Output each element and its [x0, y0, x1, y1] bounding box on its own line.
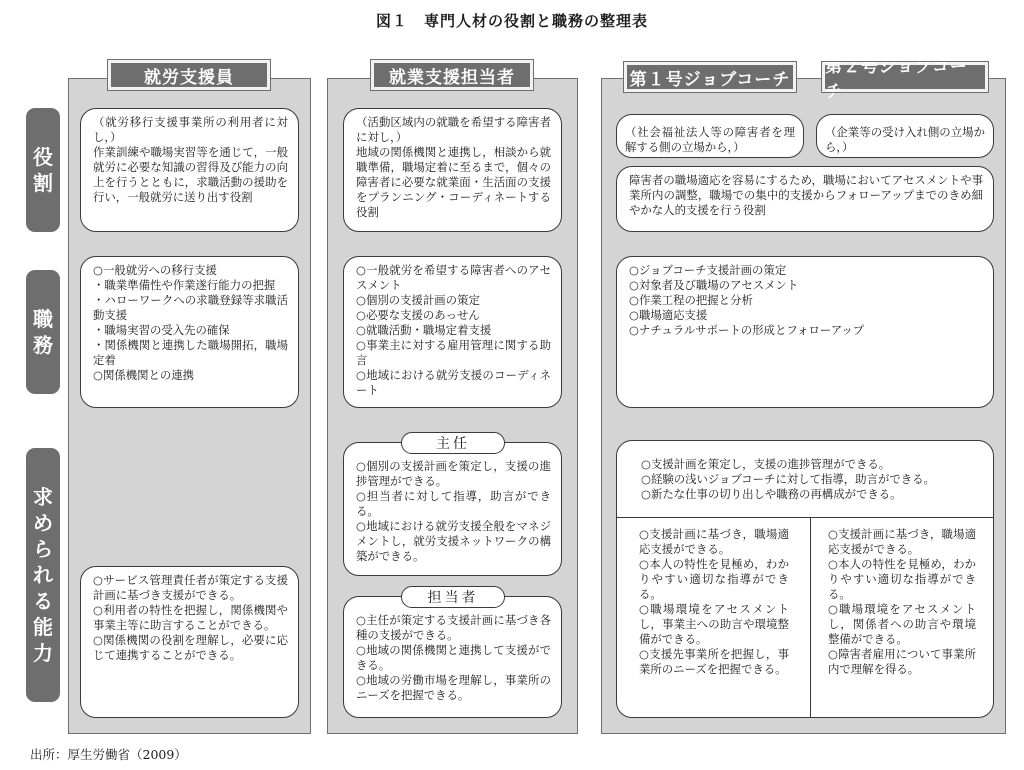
divider-horizontal: [617, 517, 994, 518]
header-job-coach-2: 第２号ジョブコー: [822, 62, 988, 92]
staff-label: 担当者: [401, 586, 505, 608]
divider-vertical: [810, 517, 811, 718]
abilities-job-coach: [616, 440, 994, 718]
duties-employment-coordinator: ○一般就労を希望する障害者へのアセスメント ○個別の支援計画の策定 ○必要な支援のあっせん ○就職活動・職場定着支援 ○事業主に対する雇用管理に関する助言 ○地域における就労支援のコーディネート: [343, 256, 562, 408]
abilities-job-coach-1: ○支援計画に基づき，職場適応支援ができる。 ○本人の特性を見極め，わかりやすい適切な指導ができる。 ○職場環境をアセスメントし，事業主への助言や環境整備ができる。 ○支援先事業所を把握し，事業所のニーズを把握できる。: [639, 527, 789, 676]
side-label-abilities: 求 め ら れ る 能 力: [26, 448, 60, 702]
header-employment-coordinator: 就業支援担当者: [371, 60, 533, 90]
figure-title: 図１ 専門人材の役割と職務の整理表: [375, 12, 648, 30]
abilities-job-coach-shared: ○支援計画を策定し，支援の進捗管理ができる。 ○経験の浅いジョブコーチに対して指導，助言ができる。 ○新たな仕事の切り出しや職務の再構成ができる。: [641, 457, 935, 501]
role-job-coach-2: （企業等の受け入れ側の立場から，）: [816, 114, 994, 158]
source-note: 出所：厚生労働省（2009）: [30, 747, 187, 762]
role-job-coach-shared: 障害者の職場適応を容易にするため，職場においてアセスメントや事業所内の調整，職場での集中的支援からフォローアップまでのきめ細やかな人的支援を行う役割: [616, 166, 994, 232]
abilities-staff: ○主任が策定する支援計画に基づき各種の支援ができる。 ○地域の関係機関と連携して支援ができる。 ○地域の労働市場を理解し，事業所のニーズを把握できる。: [343, 596, 562, 718]
duties-job-coach: ○ジョブコーチ支援計画の策定 ○対象者及び職場のアセスメント ○作業工程の把握と分析 ○職場適応支援 ○ナチュラルサポートの形成とフォローアップ: [616, 256, 994, 408]
header-job-coach-1: 第１号ジョブコーチ: [624, 62, 796, 92]
side-label-role: 役 割: [26, 108, 60, 232]
role-job-coach-1: （社会福祉法人等の障害者を理解する側の立場から，）: [616, 114, 804, 158]
abilities-job-coach-2: ○支援計画に基づき，職場適応支援ができる。 ○本人の特性を見極め，わかりやすい適切な指導ができる。 ○職場環境をアセスメントし，関係者への助言や環境整備ができる。 ○障害者雇用について事業所内で理解を得る。: [828, 527, 976, 676]
header-job-support-staff: 就労支援員: [108, 60, 270, 90]
role-job-support-staff: （就労移行支援事業所の利用者に対し，） 作業訓練や職場実習等を通じて，一般就労に必要な知識の習得及び能力の向上を行うとともに，求職活動の援助を行い，一般就労に送り出す役割: [80, 108, 299, 232]
abilities-chief: ○個別の支援計画を策定し，支援の進捗管理ができる。 ○担当者に対して指導，助言ができる。 ○地域における就労支援全般をマネジメントし，就労支援ネットワークの構築ができる。: [343, 442, 562, 576]
duties-job-support-staff: ○一般就労への移行支援 ・職業準備性や作業遂行能力の把握 ・ハローワークへの求職登録等求職活動支援 ・職場実習の受入先の確保 ・関係機関と連携した職場開拓，職場定着 ○関係機関との連携: [80, 256, 299, 408]
side-label-duties: 職 務: [26, 270, 60, 394]
chief-label: 主任: [401, 432, 505, 454]
abilities-job-support-staff: ○サービス管理責任者が策定する支援計画に基づき支援ができる。 ○利用者の特性を把握し，関係機関や事業主等に助言することができる。 ○関係機関の役割を理解し，必要に応じて連携することができる。: [80, 566, 299, 718]
role-employment-coordinator: （活動区域内の就職を希望する障害者に対し，） 地域の関係機関と連携し，相談から就職準備，職場定着に至るまで，個々の障害者に必要な就業面・生活面の支援をプランニング・コーディネートする役割: [343, 108, 562, 232]
